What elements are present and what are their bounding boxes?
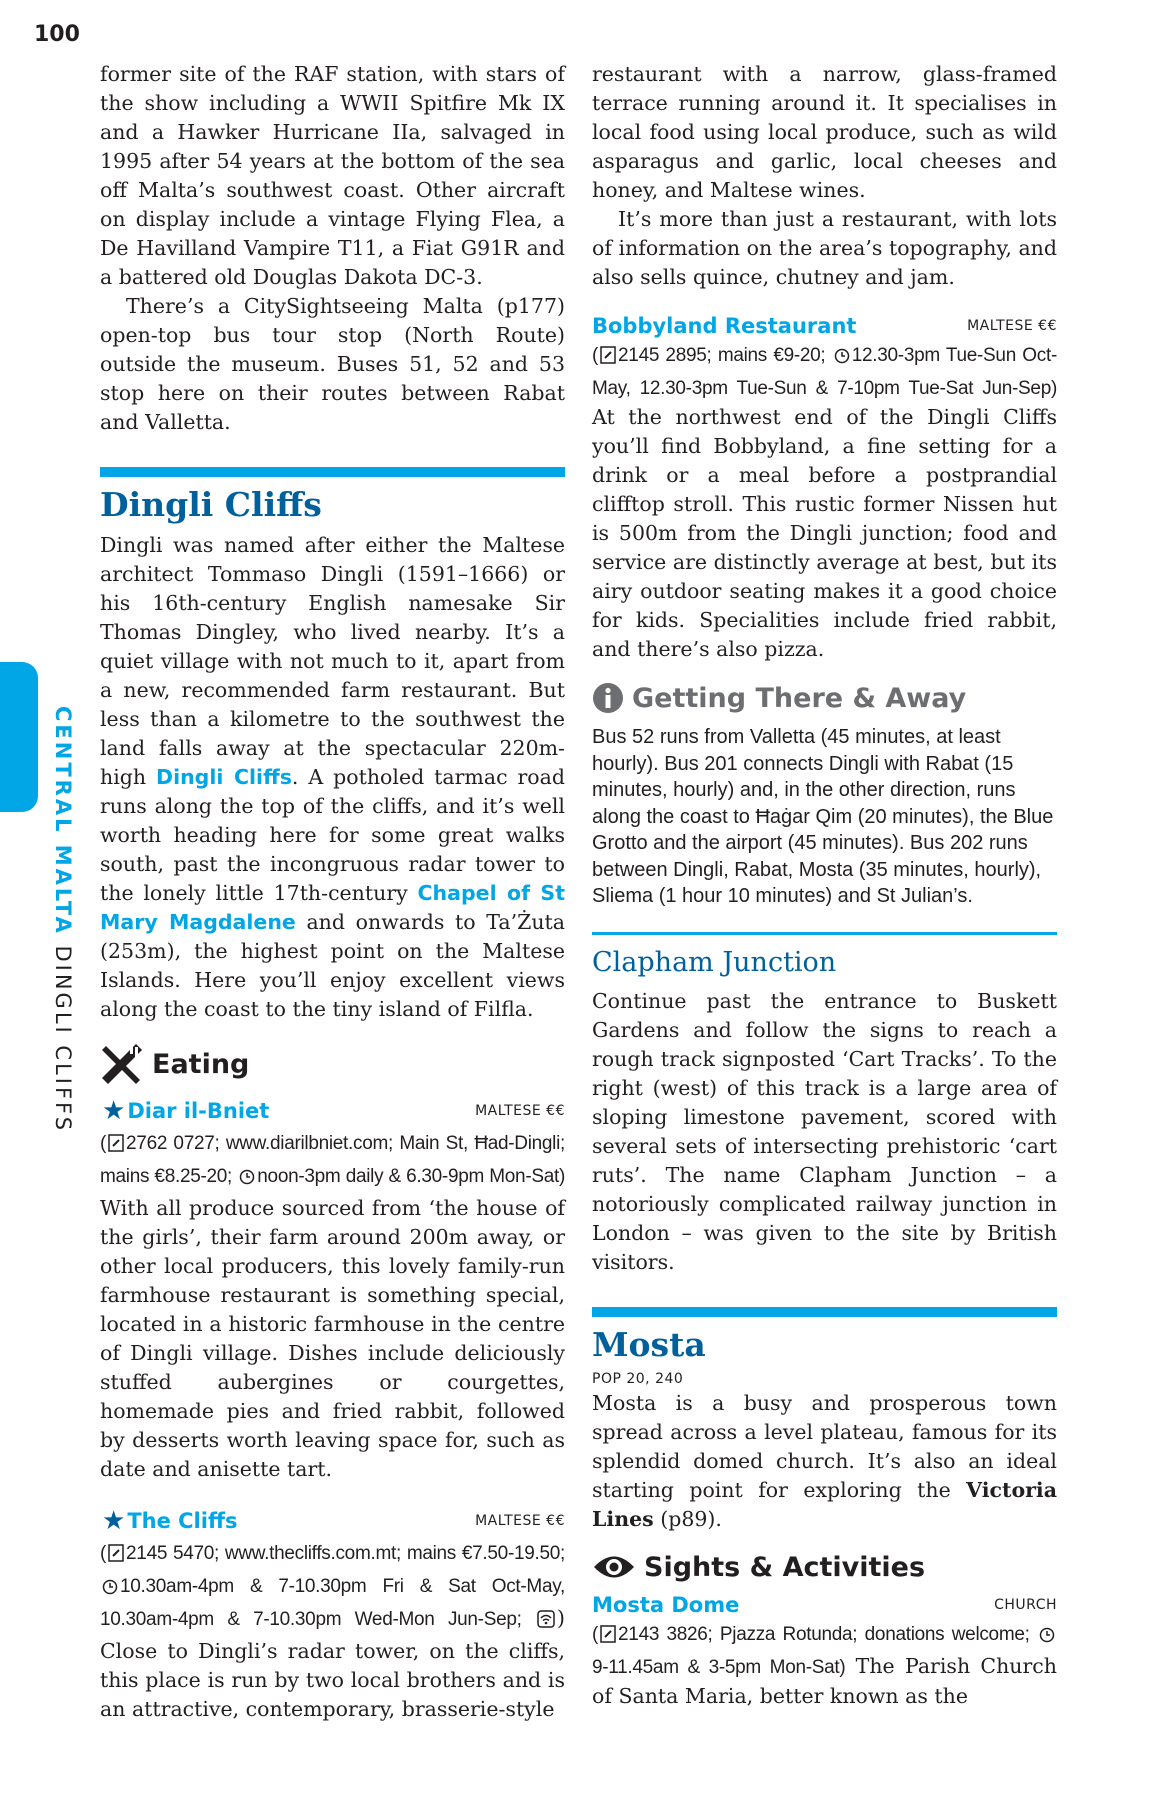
eating-heading: Eating bbox=[100, 1042, 565, 1086]
diar-header bbox=[100, 1096, 565, 1126]
sights-heading: Sights & Activities bbox=[592, 1552, 1057, 1583]
phone-icon bbox=[108, 1542, 124, 1571]
clapham-heading: Clapham Junction bbox=[592, 946, 837, 978]
side-running-head bbox=[52, 706, 74, 1133]
dingli-cliffs-link[interactable]: Dingli Cliffs bbox=[156, 765, 292, 789]
side-region: CENTRAL MALTA bbox=[51, 706, 75, 936]
phone-icon bbox=[108, 1132, 124, 1161]
clock-icon bbox=[1039, 1623, 1055, 1652]
section-bar bbox=[100, 467, 565, 477]
dingli-cliffs-heading: Dingli Cliffs bbox=[100, 485, 322, 524]
diar-type: MALTESE €€ bbox=[475, 1103, 565, 1119]
dome-name[interactable]: Mosta Dome bbox=[592, 1592, 740, 1617]
side-section: DINGLI CLIFFS bbox=[51, 945, 75, 1134]
phone-icon bbox=[600, 344, 616, 373]
bobbyland-name[interactable]: Bobbyland Restaurant bbox=[592, 314, 857, 338]
cliffs-continued-paragraph-2: It’s more than just a restaurant, with lots of information on the area’s topography, and also sells quince, chutney and jam. bbox=[592, 207, 1057, 289]
mosta-text: Mosta is a busy and prosperous town spread across a level plateau, famous for its splendid domed church. It’s also an ideal starting point for exploring the Victoria Lines (p89). bbox=[592, 1390, 1057, 1531]
clock-icon bbox=[102, 1575, 118, 1604]
star-icon: ★ bbox=[102, 1506, 126, 1536]
cliffs-continued-paragraph: restaurant with a narrow, glass-framed terrace running around it. It specialises in local food using local produce, such as wild asparagus and garlic, local cheeses and honey, and Maltese wines. bbox=[592, 62, 1057, 202]
dome-header bbox=[592, 1593, 1057, 1617]
mosta-heading: Mosta bbox=[592, 1324, 706, 1364]
intro-paragraph-2: There’s a CitySightseeing Malta (p177) open-top bus tour stop (North Route) outside the museum. Buses 51, 52 and 53 stop here on their routes between Rabat and Valletta. bbox=[100, 294, 565, 434]
mosta-population: POP 20, 240 bbox=[592, 1370, 684, 1387]
cliffs-header bbox=[100, 1506, 565, 1536]
info-icon bbox=[592, 682, 624, 714]
intro-paragraph-1: former site of the RAF station, with stars of the show including a WWII Spitfire Mk IX and a Hawker Hurricane IIa, salvaged in 1995 after 54 years at the bottom of the sea off Malta’s southwest coast. Other aircraft on display include a vintage Flying Flea, a De Havilland Vampire T11, a Fiat G91R and a battered old Douglas Dakota DC-3. bbox=[100, 62, 565, 289]
knife-fork-icon bbox=[100, 1042, 144, 1086]
cliffs-text: ( 2145 5470; www.thecliffs.com.mt; mains €7.50-19.50; 10.30am-4pm & 7-10.30pm Fri & Sat Oct-May, 10.30am-4pm & 7-10.30pm Wed-Mon Jun-Sep; ) Close to Dingli’s radar tower, on the cliffs, this place is run by two local brothers and is an attractive, contemporary, brasserie-style bbox=[100, 1543, 565, 1721]
clapham-rule bbox=[592, 932, 1057, 935]
bobbyland-text: ( 2145 2895; mains €9-20; 12.30-3pm Tue-Sun Oct-May, 12.30-3pm Tue-Sun & 7-10pm Tue-Sat Jun-Sep) At the northwest end of the Dingli Cliffs you’ll find Bobbyland, a fine setting for a drink or a meal before a postprandial clifftop stroll. This rustic former Nissen hut is 500m from the Dingli junction; food and service are distinctly average at best, but its airy outdoor seating makes it a good choice for kids. Specialities include fried rabbit, and there’s also pizza. bbox=[592, 345, 1057, 661]
phone-icon bbox=[600, 1623, 616, 1652]
diar-text: ( 2762 0727; www.diarilbniet.com; Main St, Ħad-Dingli; mains €8.25-20; noon-3pm daily & 6.30-9pm Mon-Sat) With all produce sourced from ‘the house of the girls’, their farm around 200m away, or other local producers, this lovely family-run farmhouse restaurant is something special, located in a historic farmhouse in the centre of Dingli village. Dishes include deliciously stuffed aubergines or courgettes, homemade pies and fried rabbit, followed by desserts worth leaving space for, such as date and anisette tart. bbox=[100, 1133, 565, 1481]
victoria-lines-link[interactable]: Victoria Lines bbox=[592, 1477, 1057, 1531]
bobbyland-header bbox=[592, 314, 1057, 338]
diar-name[interactable]: ★ Diar il-Bniet bbox=[102, 1096, 270, 1126]
dome-text: ( 2143 3826; Pjazza Rotunda; donations welcome; 9-11.45am & 3-5pm Mon-Sat) The Parish Church of Santa Maria, better known as the bbox=[592, 1623, 1057, 1708]
chapel-link[interactable]: Chapel of St Mary Magdalene bbox=[100, 881, 565, 934]
cliffs-type: MALTESE €€ bbox=[475, 1513, 565, 1529]
cliffs-name[interactable]: ★ The Cliffs bbox=[102, 1506, 238, 1536]
clapham-text: Continue past the entrance to Buskett Gardens and follow the signs to reach a rough track signposted ‘Cart Tracks’. To the right (west) of this track is a large area of sloping limestone pavement, scored with several sets of intersecting prehistoric ‘cart ruts’. The name Clapham Junction – a notoriously complicated railway junction in London – was given to the site by British visitors. bbox=[592, 988, 1057, 1274]
side-thumb-tab bbox=[0, 662, 38, 812]
getting-there-text: Bus 52 runs from Valletta (45 minutes, at least hourly). Bus 201 connects Dingli with Rabat (15 minutes, hourly) and, in the other direction, runs along the coast to Ħaġar Qim (20 minutes), the Blue Grotto and the airport (45 minutes). Bus 202 runs between Dingli, Rabat, Mosta (35 minutes, hourly), Sliema (1 hour 10 minutes) and St Julian’s. bbox=[592, 726, 1054, 907]
dingli-paragraph: Dingli was named after either the Maltese architect Tommaso Dingli (1591–1666) or his 16th-century English namesake Sir Thomas Dingley, who lived nearby. It’s a quiet village with not much to it, apart from a new, recommended farm restaurant. But less than a kilometre to the southwest the land falls away at the spectacular 220m-high Dingli Cliffs. A potholed tarmac road runs along the top of the cliffs, and it’s well worth heading here for some great walks south, past the incongruous radar tower to the lonely little 17th-century Chapel of St Mary Magdalene and onwards to Ta’Żuta (253m), the highest point on the Maltese Islands. Here you’ll enjoy excellent views along the coast to the tiny island of Filfla. bbox=[100, 533, 565, 1021]
bobbyland-type: MALTESE €€ bbox=[967, 318, 1057, 334]
right-column bbox=[592, 60, 1057, 1711]
getting-there-heading: Getting There & Away bbox=[592, 682, 1057, 714]
left-column bbox=[100, 60, 565, 1724]
wifi-icon bbox=[537, 1608, 555, 1637]
clock-icon bbox=[834, 344, 850, 373]
star-icon: ★ bbox=[102, 1096, 126, 1126]
dome-type: CHURCH bbox=[994, 1596, 1057, 1613]
eye-icon bbox=[592, 1552, 636, 1582]
section-bar bbox=[592, 1307, 1057, 1317]
clock-icon bbox=[239, 1165, 255, 1194]
page-number: 100 bbox=[34, 22, 80, 47]
